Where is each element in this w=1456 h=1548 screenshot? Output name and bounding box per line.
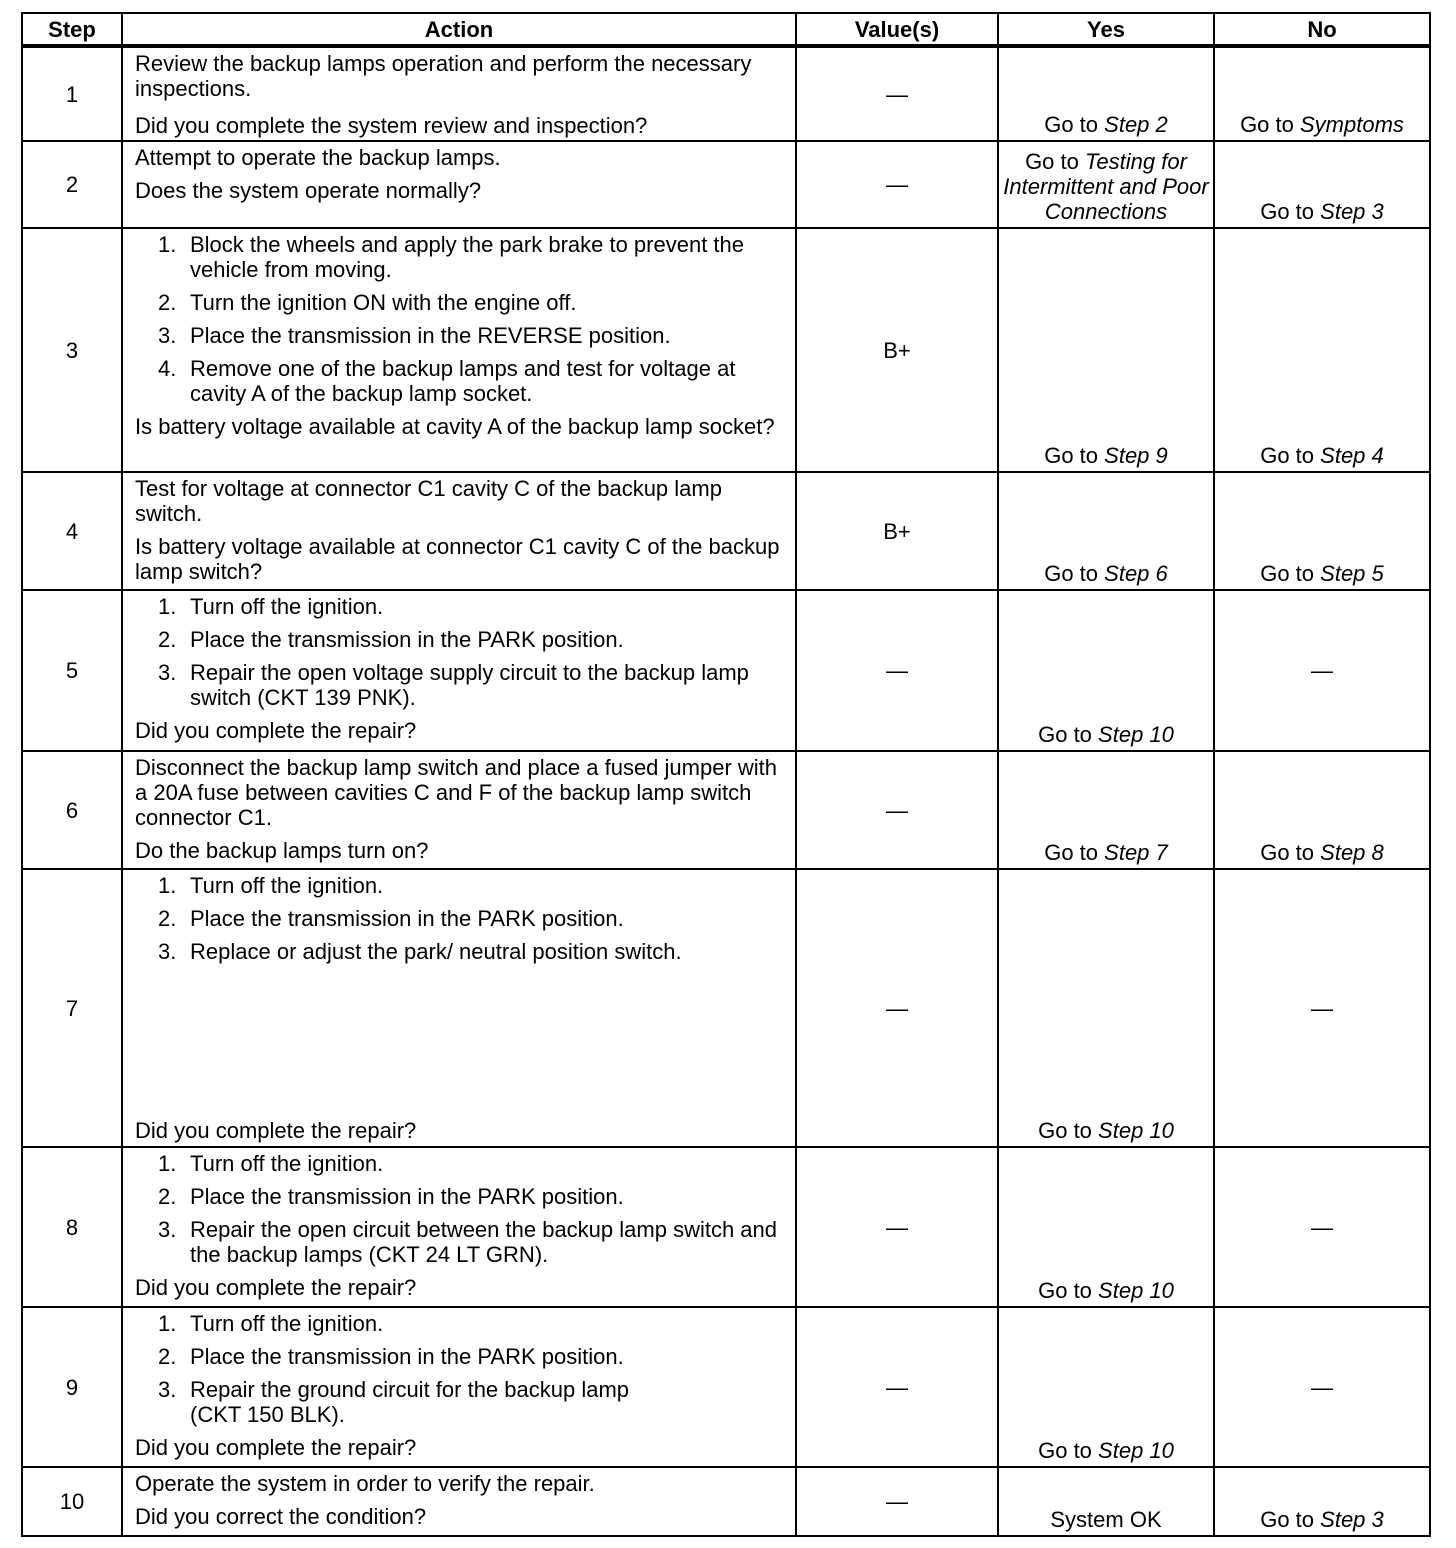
step-number: 1: [22, 46, 122, 141]
yes-link[interactable]: Step 10: [1098, 1278, 1174, 1303]
header-values: Value(s): [796, 13, 998, 46]
no-link[interactable]: Step 4: [1320, 443, 1384, 468]
yes-cell[interactable]: [998, 46, 1214, 141]
no-prefix: Go to: [1260, 443, 1315, 468]
action-step-item: 3. Repair the ground circuit for the backup lamp (CKT 150 BLK).: [158, 1377, 630, 1427]
table-row: [22, 869, 1430, 1147]
yes-cell[interactable]: [998, 472, 1214, 590]
yes-prefix: Go to: [1038, 1438, 1092, 1463]
yes-prefix: Go to: [1038, 1118, 1092, 1143]
yes-cell[interactable]: [998, 228, 1214, 472]
action-question: Is battery voltage available at connector C1 cavity C of the backup lamp switch?: [135, 534, 780, 584]
table-row: [22, 46, 1430, 141]
no-cell[interactable]: [1214, 141, 1430, 228]
action-step-item: 2. Place the transmission in the PARK position.: [158, 1344, 624, 1369]
value-cell: —: [796, 751, 998, 869]
yes-prefix: Go to: [1044, 561, 1099, 586]
table-row: [22, 1307, 1430, 1467]
yes-prefix: Go to: [1044, 443, 1099, 468]
action-text: Review the backup lamps operation and perform the necessary inspections.: [135, 51, 752, 101]
table-row: [22, 1467, 1430, 1536]
action-cell: [122, 141, 796, 228]
action-step-item: 3. Repair the open circuit between the backup lamp switch and the backup lamps (CKT 24 LT GRN).: [158, 1217, 778, 1267]
action-question: Do the backup lamps turn on?: [135, 838, 429, 863]
no-link[interactable]: Symptoms: [1300, 112, 1404, 137]
table-row: [22, 751, 1430, 869]
yes-cell[interactable]: [998, 141, 1214, 228]
action-cell: [122, 1467, 796, 1536]
no-link[interactable]: Step 3: [1320, 1507, 1384, 1532]
yes-link[interactable]: Step 10: [1098, 1438, 1174, 1463]
action-step-item: 1. Turn off the ignition.: [158, 594, 384, 619]
action-cell: [122, 869, 796, 1147]
action-question: Is battery voltage available at cavity A of the backup lamp socket?: [135, 414, 775, 439]
action-text: Attempt to operate the backup lamps.: [135, 145, 501, 170]
yes-link[interactable]: Step 6: [1104, 561, 1168, 586]
value-cell: —: [796, 1307, 998, 1467]
yes-link[interactable]: Step 7: [1104, 840, 1168, 865]
step-number: 3: [22, 228, 122, 472]
step-number: 9: [22, 1307, 122, 1467]
header-step: Step: [22, 13, 122, 46]
yes-cell[interactable]: [998, 590, 1214, 751]
action-question: Did you complete the repair?: [135, 1435, 417, 1460]
yes-cell[interactable]: [998, 751, 1214, 869]
action-step-item: 3. Repair the open voltage supply circuit to the backup lamp switch (CKT 139 PNK).: [158, 660, 749, 710]
header-yes: Yes: [998, 13, 1214, 46]
value-cell: —: [796, 46, 998, 141]
yes-link[interactable]: Step 10: [1098, 1118, 1174, 1143]
action-step-item: 1. Turn off the ignition.: [158, 1151, 384, 1176]
yes-prefix: Go to: [1038, 722, 1092, 747]
value-cell: B+: [796, 472, 998, 590]
action-cell: [122, 590, 796, 751]
value-cell: —: [796, 869, 998, 1147]
action-cell: [122, 46, 796, 141]
action-step-item: 1. Turn off the ignition.: [158, 873, 384, 898]
no-cell[interactable]: [1214, 228, 1430, 472]
no-cell[interactable]: [1214, 1467, 1430, 1536]
action-step-item: 3. Place the transmission in the REVERSE position.: [158, 323, 671, 348]
action-step-item: 4. Remove one of the backup lamps and test for voltage at cavity A of the backup lamp socket.: [158, 356, 736, 406]
table-row: [22, 141, 1430, 228]
table-row: [22, 472, 1430, 590]
action-cell: [122, 228, 796, 472]
action-step-item: 2. Place the transmission in the PARK position.: [158, 627, 624, 652]
diagnostic-table: [21, 12, 1431, 1537]
header-no: No: [1214, 13, 1430, 46]
value-cell: B+: [796, 228, 998, 472]
action-cell: [122, 1307, 796, 1467]
no-prefix: Go to: [1260, 1507, 1315, 1532]
action-cell: [122, 751, 796, 869]
yes-link[interactable]: Step 9: [1104, 443, 1168, 468]
step-number: 8: [22, 1147, 122, 1307]
action-question: Did you complete the repair?: [135, 718, 417, 743]
no-link[interactable]: Step 5: [1320, 561, 1384, 586]
no-prefix: Go to: [1240, 112, 1294, 137]
no-link[interactable]: Step 3: [1320, 199, 1384, 224]
value-cell: —: [796, 1467, 998, 1536]
action-step-item: 2. Place the transmission in the PARK position.: [158, 906, 624, 931]
action-steps: [135, 873, 785, 972]
yes-prefix: Go to: [1025, 149, 1079, 174]
step-number: 10: [22, 1467, 122, 1536]
action-step-item: 1. Turn off the ignition.: [158, 1311, 384, 1336]
table-row: [22, 228, 1430, 472]
action-step-item: 3. Replace or adjust the park/ neutral position switch.: [158, 939, 682, 964]
table-row: [22, 590, 1430, 751]
yes-prefix: Go to: [1044, 840, 1099, 865]
action-text: Test for voltage at connector C1 cavity C of the backup lamp switch.: [135, 476, 722, 526]
step-number: 2: [22, 141, 122, 228]
step-number: 4: [22, 472, 122, 590]
step-number: 5: [22, 590, 122, 751]
no-cell: —: [1214, 869, 1430, 1147]
action-steps: [135, 594, 785, 710]
header-action: Action: [122, 13, 796, 46]
action-step-item: 2. Turn the ignition ON with the engine off.: [158, 290, 577, 315]
no-prefix: Go to: [1260, 199, 1315, 224]
action-step-item: 2. Place the transmission in the PARK position.: [158, 1184, 624, 1209]
action-steps: [135, 232, 785, 406]
action-cell: [122, 1147, 796, 1307]
action-cell: [122, 472, 796, 590]
action-question: Did you complete the repair?: [135, 1118, 417, 1143]
yes-cell[interactable]: [998, 869, 1214, 1147]
step-number: 6: [22, 751, 122, 869]
no-cell: —: [1214, 1307, 1430, 1467]
action-question: Did you complete the system review and inspection?: [135, 113, 648, 138]
action-steps: [135, 1151, 785, 1267]
yes-cell: System OK: [998, 1467, 1214, 1536]
yes-link[interactable]: Step 2: [1104, 112, 1168, 137]
no-prefix: Go to: [1260, 840, 1315, 865]
yes-link[interactable]: Step 10: [1098, 722, 1174, 747]
yes-cell[interactable]: [998, 1147, 1214, 1307]
no-cell[interactable]: [1214, 46, 1430, 141]
action-question: Does the system operate normally?: [135, 178, 482, 203]
no-prefix: Go to: [1260, 561, 1315, 586]
action-question: Did you correct the condition?: [135, 1504, 427, 1529]
value-cell: —: [796, 141, 998, 228]
step-number: 7: [22, 869, 122, 1147]
yes-prefix: Go to: [1038, 1278, 1092, 1303]
action-text: Disconnect the backup lamp switch and place a fused jumper with a 20A fuse between cavities C and F of the backup lamp switch connector C1.: [135, 755, 778, 830]
value-cell: —: [796, 1147, 998, 1307]
yes-link[interactable]: Testing for Intermittent and Poor Connections: [1003, 149, 1209, 224]
no-cell[interactable]: [1214, 472, 1430, 590]
yes-cell[interactable]: [998, 1307, 1214, 1467]
no-cell: —: [1214, 590, 1430, 751]
header-row: [22, 13, 1430, 46]
no-link[interactable]: Step 8: [1320, 840, 1384, 865]
action-steps: [135, 1311, 785, 1427]
table-row: [22, 1147, 1430, 1307]
action-step-item: 1. Block the wheels and apply the park brake to prevent the vehicle from moving.: [158, 232, 745, 282]
no-cell[interactable]: [1214, 751, 1430, 869]
no-cell: —: [1214, 1147, 1430, 1307]
action-text: Operate the system in order to verify the repair.: [135, 1471, 595, 1496]
yes-prefix: Go to: [1044, 112, 1099, 137]
action-question: Did you complete the repair?: [135, 1275, 417, 1300]
value-cell: —: [796, 590, 998, 751]
